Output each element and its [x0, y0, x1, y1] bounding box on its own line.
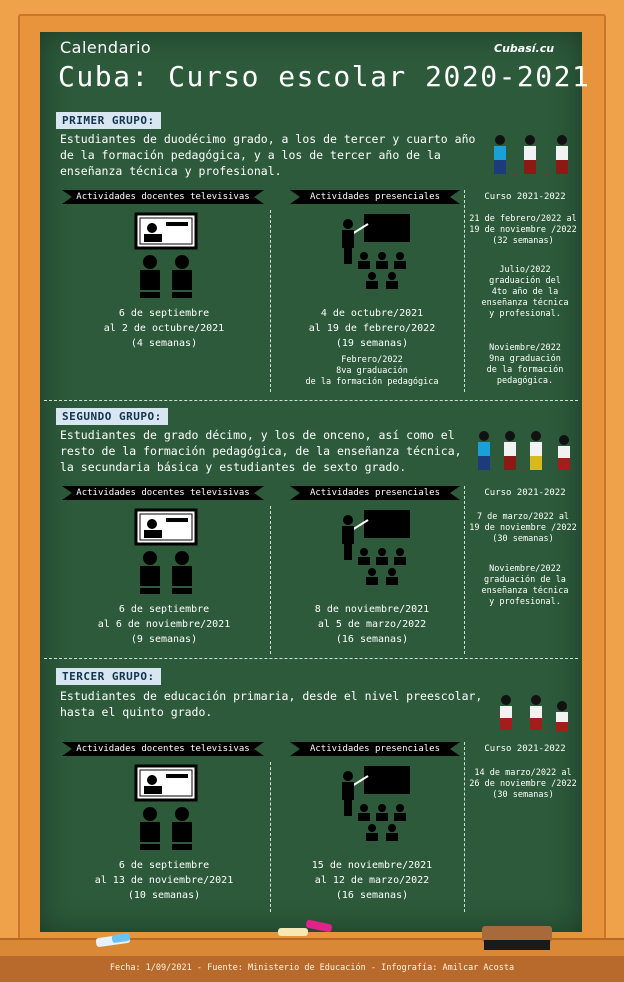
- group-1-course-title: Curso 2021-2022: [484, 192, 566, 202]
- classroom-icon: [338, 212, 414, 294]
- divider: [270, 762, 271, 912]
- group-1-course-block-2: Julio/2022 graduación del 4to año de la enseñanza técnica y profesional.: [481, 265, 569, 319]
- section-divider: [44, 400, 578, 401]
- students-icon: [484, 132, 580, 178]
- students-icon: [470, 428, 580, 474]
- group-3-course-title: Curso 2021-2022: [484, 744, 566, 754]
- group-2-course-block-2: Noviembre/2022 graduación de la enseñanza técnica y profesional.: [481, 564, 569, 607]
- student-figure: [504, 431, 516, 470]
- page-title: Cuba: Curso escolar 2020-2021: [58, 60, 591, 93]
- tv-class-icon: [134, 508, 198, 598]
- group-2-tv-banner: Actividades docentes televisivas: [72, 486, 254, 500]
- footer-credits: Fecha: 1/09/2021 - Fuente: Ministerio de Educación - Infografía: Amilcar Acosta: [0, 956, 624, 982]
- group-2-course-block-1: 7 de marzo/2022 al 19 de noviembre /2022 (30 semanas): [469, 512, 577, 544]
- students-icon: [492, 692, 576, 736]
- student-figure: [530, 695, 542, 730]
- group-1-presencial-dates: 4 de octubre/2021 al 19 de febrero/2022 (19 semanas): [308, 308, 436, 349]
- group-3-presencial-banner: Actividades presenciales: [300, 742, 450, 756]
- group-2-description: Estudiantes de grado décimo, y los de onceno, así como el resto de la formación pedagógica, de la enseñanza técnica, la secundaria básica y estudiantes de sexto grado.: [60, 428, 462, 474]
- divider: [464, 486, 465, 654]
- group-3-tv-banner: Actividades docentes televisivas: [72, 742, 254, 756]
- group-1-tv-dates: 6 de septiembre al 2 de octubre/2021 (4 semanas): [103, 308, 225, 349]
- section-divider: [44, 658, 578, 659]
- divider: [270, 210, 271, 392]
- eraser-base: [484, 940, 550, 950]
- student-figure: [500, 695, 512, 730]
- group-3-tv-dates: 6 de septiembre al 13 de noviembre/2021 (10 semanas): [94, 860, 234, 901]
- group-3-course-block-1: 14 de marzo/2022 al 26 de noviembre /2022 (30 semanas): [469, 768, 577, 800]
- tv-class-icon: [134, 212, 198, 302]
- group-1-presencial-banner: Actividades presenciales: [300, 190, 450, 204]
- group-2-presencial-banner: Actividades presenciales: [300, 486, 450, 500]
- student-figure: [556, 701, 568, 732]
- group-1-course-block-3: Noviembre/2022 9na graduación de la formación pedagógica.: [486, 343, 564, 386]
- student-figure: [524, 135, 536, 174]
- site-logo: Cubasí.cu: [494, 42, 555, 55]
- divider: [464, 742, 465, 912]
- group-3-presencial-dates: 15 de noviembre/2021 al 12 de marzo/2022 (16 semanas): [311, 860, 433, 901]
- header-subtitle: Calendario: [60, 38, 152, 57]
- student-figure: [530, 431, 542, 470]
- classroom-icon: [338, 764, 414, 846]
- group-1-label: PRIMER GRUPO:: [56, 112, 161, 129]
- divider: [464, 190, 465, 392]
- group-1-description: Estudiantes de duodécimo grado, a los de tercer y cuarto año de la formación pedagógica, y a los de tercer año de la enseñanza técnica y profesional.: [60, 132, 476, 178]
- group-2-tv-dates: 6 de septiembre al 6 de noviembre/2021 (9 semanas): [97, 604, 231, 645]
- group-1-presencial-note: Febrero/2022 8va graduación de la formación pedagógica: [305, 355, 439, 387]
- group-1-course-block-1: 21 de febrero/2022 al 19 de noviembre /2022 (32 semanas): [469, 214, 577, 246]
- student-figure: [494, 135, 506, 174]
- group-3-label: TERCER GRUPO:: [56, 668, 161, 685]
- student-figure: [556, 135, 568, 174]
- divider: [270, 506, 271, 654]
- chalk-piece: [278, 928, 308, 936]
- group-2-presencial-dates: 8 de noviembre/2021 al 5 de marzo/2022 (16 semanas): [314, 604, 430, 645]
- tv-class-icon: [134, 764, 198, 854]
- student-figure: [558, 435, 570, 470]
- group-2-label: SEGUNDO GRUPO:: [56, 408, 168, 425]
- classroom-icon: [338, 508, 414, 590]
- student-figure: [478, 431, 490, 470]
- group-2-course-title: Curso 2021-2022: [484, 488, 566, 498]
- group-1-tv-banner: Actividades docentes televisivas: [72, 190, 254, 204]
- group-3-description: Estudiantes de educación primaria, desde el nivel preescolar, hasta el quinto grado.: [60, 689, 483, 719]
